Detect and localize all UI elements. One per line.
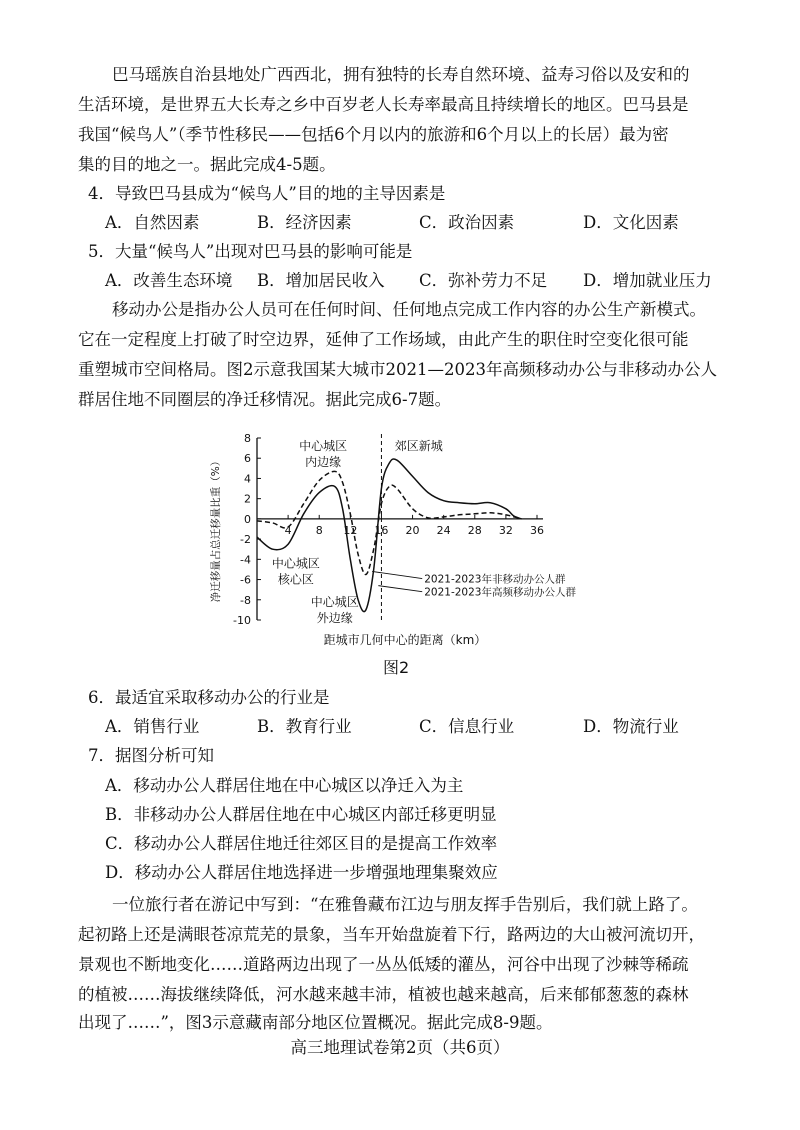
x-axis-label: 距城市几何中心的距离（km） [323,633,487,647]
option-c[interactable]: C．移动办公人群居住地迁往郊区目的是提高工作效率 [105,834,498,853]
passage-line: 景观也不断地变化……道路两边出现了一丛丛低矮的灌丛，河谷中出现了沙棘等稀疏 [78,955,689,974]
option-d[interactable]: D．移动办公人群居住地选择进一步增强地理集聚效应 [105,863,498,882]
question-5-stem: 5．大量“候鸟人”出现对巴马县的影响可能是 [88,242,413,261]
x-tick-label: 8 [315,523,323,537]
option-b[interactable]: B．非移动办公人群居住地在中心城区内部迁移更明显 [105,805,497,824]
legend-leader [378,586,422,592]
passage-line: 一位旅行者在游记中写到：“在雅鲁藏布江边与朋友挥手告别后，我们就上路了。 [112,895,698,914]
option-a[interactable]: A．自然因素 [105,213,200,232]
y-tick-label: 4 [244,472,251,486]
option-a[interactable]: A．销售行业 [105,717,200,736]
y-tick-label: 8 [244,432,251,445]
y-tick-label: -8 [240,593,251,607]
x-tick-label: 36 [530,523,544,537]
passage-line: 它在一定程度上打破了时空边界，延伸了工作场域，由此产生的职住时空变化很可能 [78,330,689,349]
y-tick-label: -4 [240,553,251,567]
y-tick-label: -10 [233,614,251,627]
y-tick-label: 2 [244,492,251,506]
y-tick-label: 6 [244,452,251,466]
option-d[interactable]: D．增加就业压力 [583,271,712,290]
legend-nonmobile: 2021-2023年非移动办公人群 [424,573,566,586]
passage-line: 重塑城市空间格局。图2示意我国某大城市2021—2023年高频移动办公与非移动办公人 [78,360,717,379]
y-tick-label: -2 [240,533,251,547]
question-6-stem: 6．最适宜采取移动办公的行业是 [88,688,330,707]
annotation-core: 中心城区 [271,556,320,571]
passage-line: 集的目的地之一。据此完成4-5题。 [78,155,336,174]
x-tick-label: 16 [374,523,389,537]
passage-line: 巴马瑶族自治县地处广西西北，拥有独特的长寿自然环境、益寿习俗以及安和的 [112,65,690,84]
y-tick-label: -6 [240,573,251,587]
passage-line: 我国“候鸟人”（季节性移民——包括6个月以内的旅游和6个月以上的长居）最为密 [78,125,669,144]
passage-line: 移动办公是指办公人员可在任何时间、任何地点完成工作内容的办公生产新模式。 [112,300,706,319]
y-tick-label: 0 [244,512,251,526]
option-d[interactable]: D．物流行业 [583,717,679,736]
question-4-stem: 4．导致巴马县成为“候鸟人”目的地的主导因素是 [88,184,446,203]
option-c[interactable]: C．信息行业 [419,717,515,736]
x-tick-label: 28 [467,523,482,537]
annotation-outer-edge: 外边缘 [316,610,353,625]
passage-line: 起初路上还是满眼苍凉荒芜的景象，当车开始盘旋着下行，路两边的大山被河流切开， [78,925,705,944]
option-b[interactable]: B．增加居民收入 [257,271,385,290]
x-tick-label: 4 [284,523,292,537]
option-c[interactable]: C．弥补劳力不足 [419,271,548,290]
option-d[interactable]: D．文化因素 [583,213,679,232]
option-b[interactable]: B．经济因素 [257,213,352,232]
page-footer: 高三地理试卷第2页（共6页） [290,1038,510,1057]
annotation-core: 核心区 [277,572,314,587]
x-tick-label: 12 [343,523,358,537]
legend-mobile: 2021-2023年高频移动办公人群 [424,586,576,599]
passage-line: 的植被……海拔继续降低，河水越来越丰沛，植被也越来越高，后来郁郁葱葱的森林 [78,985,689,1004]
question-7-stem: 7．据图分析可知 [88,746,214,765]
legend-leader [372,571,422,578]
y-axis-label: 净迁移量占总迁移量比重（%） [210,455,222,603]
option-a[interactable]: A．移动办公人群居住地在中心城区以净迁入为主 [105,776,464,795]
passage-line: 生活环境，是世界五大长寿之乡中百岁老人长寿率最高且持续增长的地区。巴马县是 [78,95,689,114]
option-a[interactable]: A．改善生态环境 [105,271,233,290]
passage-line: 群居住地不同圈层的净迁移情况。据此完成6-7题。 [78,390,452,409]
x-tick-label: 20 [405,523,420,537]
annotation-outer-edge: 中心城区 [310,594,359,609]
annotation-inner-edge: 中心城区 [299,439,348,453]
annotation-suburb: 郊区新城 [394,439,443,453]
option-c[interactable]: C．政治因素 [419,213,515,232]
x-tick-label: 24 [436,523,451,537]
figure-caption: 图2 [383,658,410,677]
option-b[interactable]: B．教育行业 [257,717,352,736]
passage-line: 出现了……”，图3示意藏南部分地区位置概况。据此完成8-9题。 [78,1013,553,1032]
migration-line-chart [205,428,585,648]
annotation-inner-edge: 内边缘 [305,455,342,469]
x-tick-label: 32 [498,523,513,537]
